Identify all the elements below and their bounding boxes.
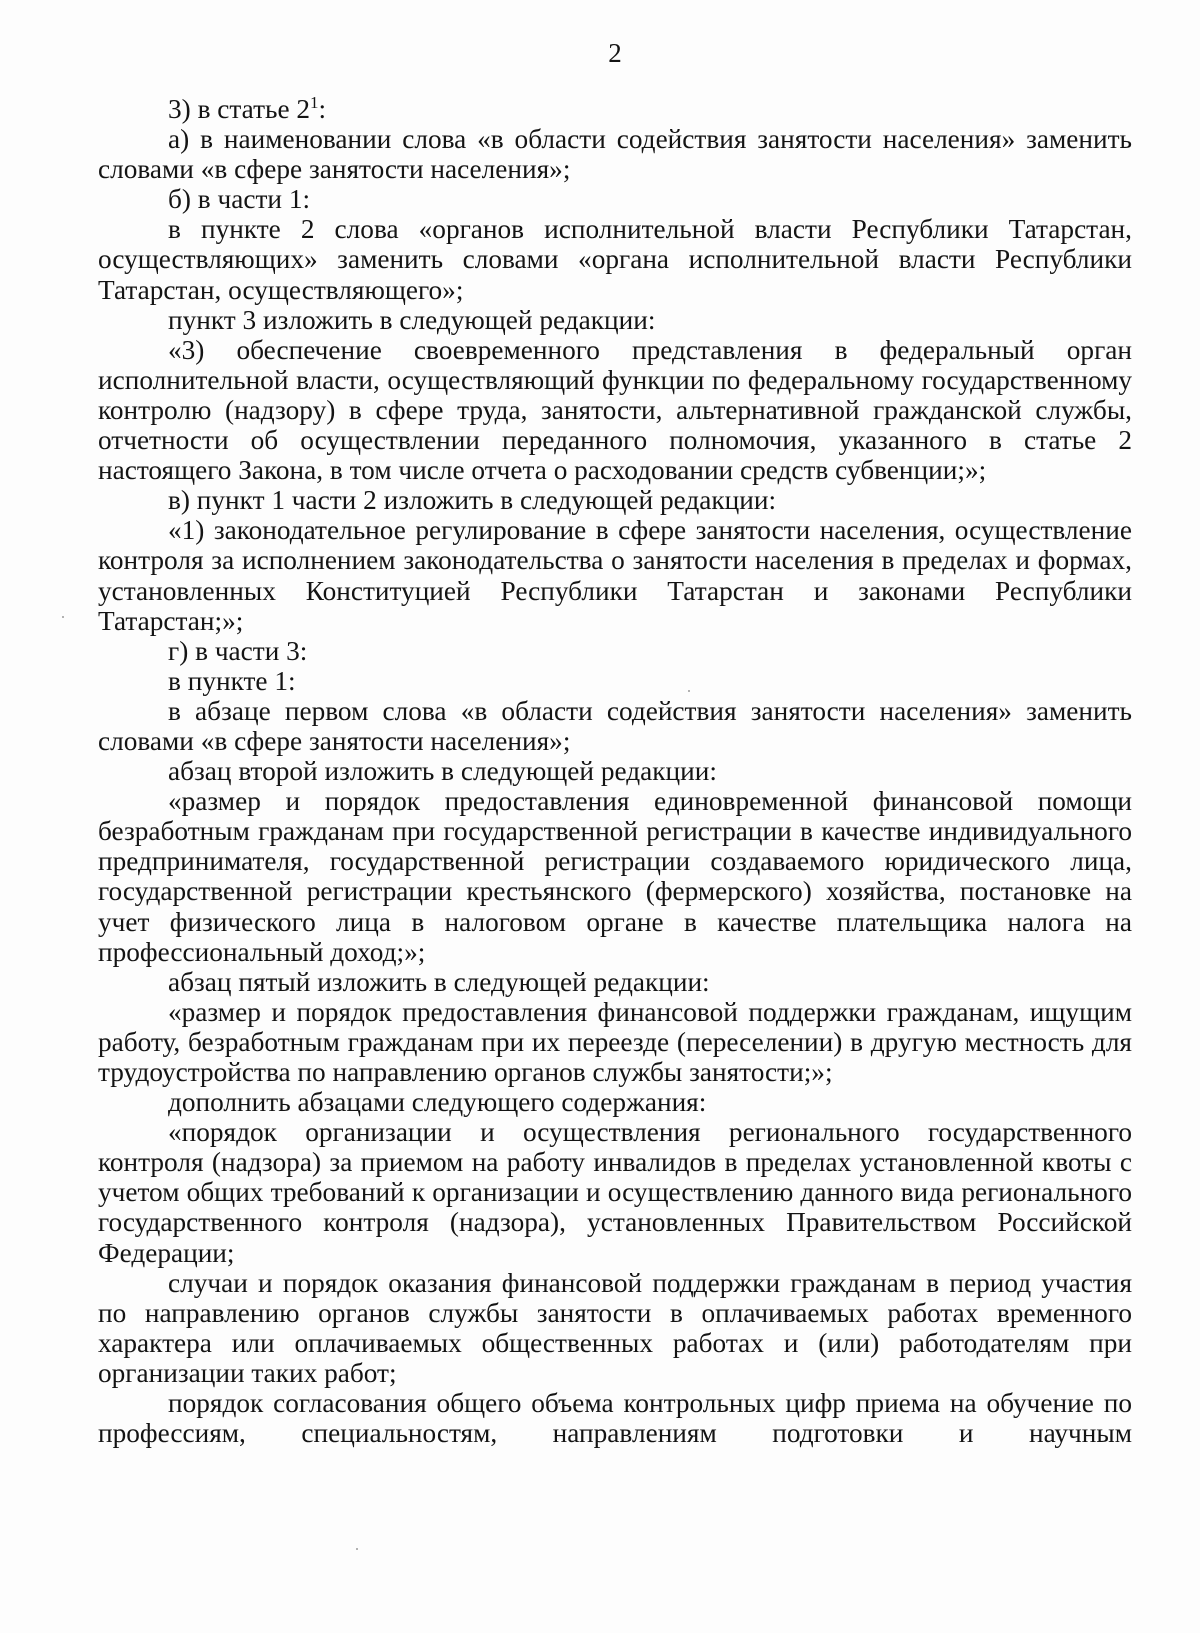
paragraph: дополнить абзацами следующего содержания: — [168, 1087, 707, 1118]
paragraph: «размер и порядок предоставления единовременной финансовой помощи безработным гражданам при государственной регистрации в качестве индивидуального предпринимателя, государственной регистрации создаваемого юридического лица, государственной регистрации крестьянского (фермерского) хозяйства, постановке на учет физического лица в налоговом органе в качестве плательщика налога на профессиональный доход;»; — [98, 786, 1132, 967]
paragraph: в абзаце первом слова «в области содействия занятости населения» заменить словами «в сфере занятости населения»; — [98, 695, 1132, 756]
paragraph: б) в части 1: — [168, 184, 311, 215]
paragraph: «3) обеспечение своевременного представления в федеральный орган исполнительной власти, осуществляющий функции по федеральному государственному контролю (надзору) в сфере труда, занятости, альтернативной гражданской службы, отчетности об осуществлении переданного полномочия, указанного в статье 2 настоящего Закона, в том числе отчета о расходовании средств субвенции;»; — [98, 334, 1132, 486]
paragraph: абзац второй изложить в следующей редакции: — [168, 756, 717, 787]
paragraph: пункт 3 изложить в следующей редакции: — [168, 304, 656, 335]
scan-speck — [62, 616, 64, 618]
paragraph-continued: порядок согласования общего объема контрольных цифр приема на обучение по профессиям, специальностям, направлениям подготовки и научным — [98, 1388, 1132, 1449]
paragraph: в пункте 2 слова «органов исполнительной власти Республики Татарстан, осуществляющих» заменить словами «органа исполнительной власти Республики Татарстан, осуществляющего»; — [98, 214, 1132, 305]
article-superscript: 1 — [310, 93, 319, 112]
paragraph: а) в наименовании слова «в области содействия занятости населения» заменить словами «в сфере занятости населения»; — [98, 124, 1132, 185]
paragraph: в пункте 1: — [168, 665, 296, 696]
page-number: 2 — [608, 38, 622, 68]
paragraph: в) пункт 1 части 2 изложить в следующей редакции: — [168, 485, 777, 516]
paragraph: «1) законодательное регулирование в сфере занятости населения, осуществление контроля за исполнением законодательства о занятости населения в пределах и формах, установленных Конституцией Республики Татарстан и законами Республики Татарстан;»; — [98, 515, 1132, 636]
paragraph: абзац пятый изложить в следующей редакции: — [168, 966, 710, 997]
paragraph: «размер и порядок предоставления финансовой поддержки гражданам, ищущим работу, безработным гражданам при их переезде (переселении) в другую местность для трудоустройства по направлению органов службы занятости;»; — [98, 996, 1132, 1087]
article-heading-suffix: : — [318, 94, 327, 124]
document-body — [98, 94, 1132, 1448]
paragraph: г) в части 3: — [168, 635, 308, 666]
scan-speck — [356, 1548, 358, 1550]
paragraph: случаи и порядок оказания финансовой поддержки гражданам в период участия по направлению органов службы занятости в оплачиваемых работах временного характера или оплачиваемых общественных работах и (или) работодателям при организации таких работ; — [98, 1267, 1132, 1388]
paragraph: «порядок организации и осуществления регионального государственного контроля (надзора) за приемом на работу инвалидов в пределах установленной квоты с учетом общих требований к организации и осуществлению данного вида регионального государственного контроля (надзора), установленных Правительством Российской Федерации; — [98, 1117, 1132, 1268]
article-heading — [98, 94, 1132, 124]
scan-speck — [688, 690, 690, 692]
article-heading-text: 3) в статье 2 — [168, 94, 311, 124]
